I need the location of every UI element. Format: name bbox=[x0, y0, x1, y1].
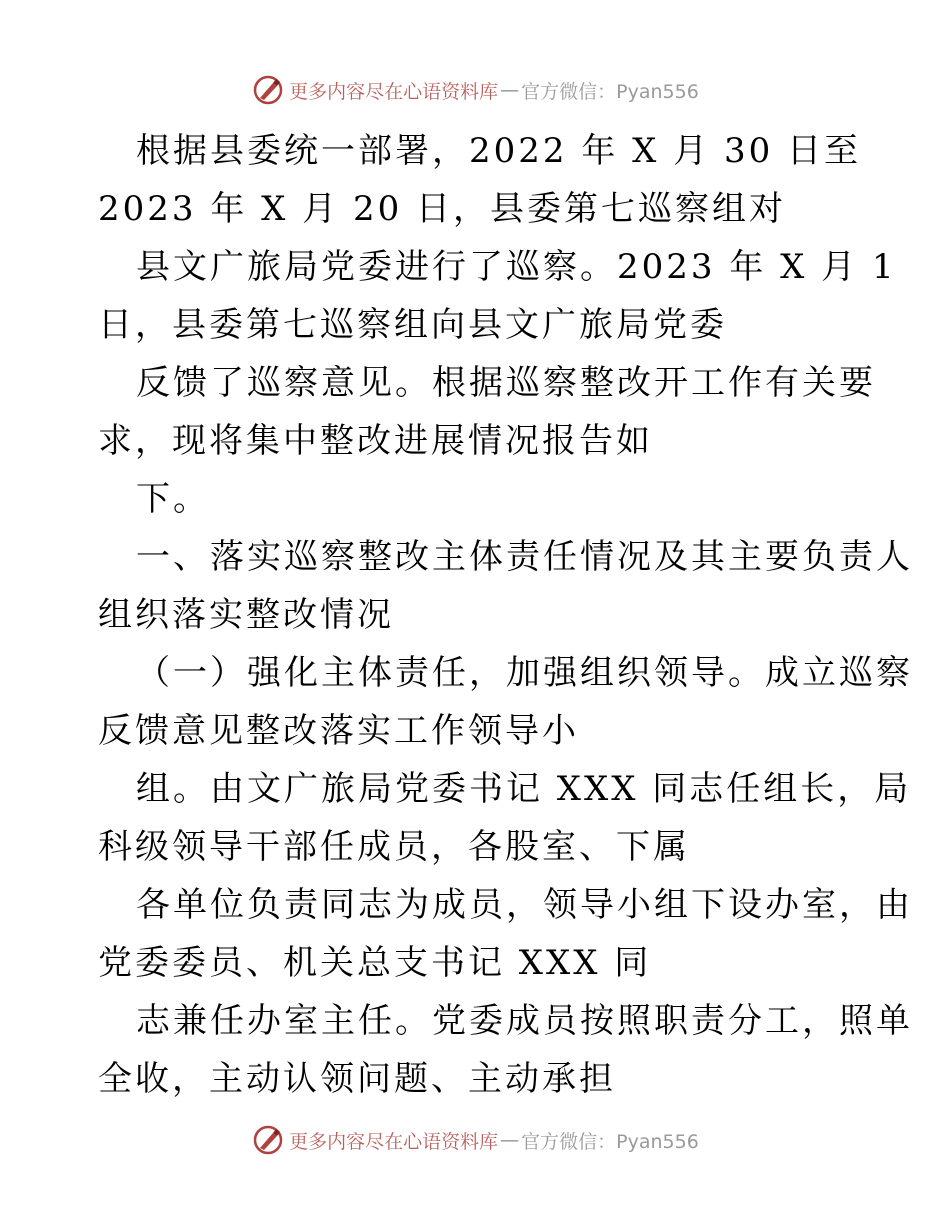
body-line: 县文广旅局党委进行了巡察。2023 年 X 月 1 bbox=[136, 247, 897, 287]
watermark-wechat: 官方微信：Pyan556 bbox=[521, 1130, 699, 1153]
body-line: 志兼任办室主任。党委成员按照职责分工，照单 bbox=[136, 1001, 913, 1041]
body-line: 组。由文广旅局党委书记 XXX 同志任组长，局 bbox=[136, 769, 912, 809]
body-line: 科级领导干部任成员，各股室、下属 bbox=[98, 827, 690, 867]
watermark-text: 更多内容尽在心语资料库 bbox=[289, 80, 499, 103]
body-line: 下。 bbox=[136, 479, 210, 519]
body-line: 全收，主动认领问题、主动承担 bbox=[98, 1059, 616, 1099]
body-line: 党委委员、机关总支书记 XXX 同 bbox=[98, 943, 652, 983]
body-line: 根据县委统一部署，2022 年 X 月 30 日至 bbox=[136, 131, 862, 171]
document-body bbox=[98, 122, 913, 1108]
body-line: 日，县委第七巡察组向县文广旅局党委 bbox=[98, 305, 727, 345]
body-line: （一）强化主体责任，加强组织领导。成立巡察 bbox=[136, 653, 913, 693]
watermark-bottom bbox=[0, 1120, 950, 1160]
section-heading-cont: 组织落实整改情况 bbox=[98, 595, 394, 635]
watermark-text: 更多内容尽在心语资料库 bbox=[289, 1130, 499, 1153]
body-line: 反馈意见整改落实工作领导小 bbox=[98, 711, 579, 751]
body-line: 各单位负责同志为成员，领导小组下设办室，由 bbox=[136, 885, 913, 925]
pen-circle-logo-icon bbox=[251, 73, 285, 107]
watermark-separator: — bbox=[500, 79, 520, 101]
body-line: 2023 年 X 月 20 日，县委第七巡察组对 bbox=[98, 189, 787, 229]
body-line: 求，现将集中整改进展情况报告如 bbox=[98, 421, 653, 461]
watermark-top bbox=[0, 70, 950, 110]
pen-circle-logo-icon bbox=[251, 1123, 285, 1157]
section-heading: 一、落实巡察整改主体责任情况及其主要负责人 bbox=[136, 537, 913, 577]
body-line: 反馈了巡察意见。根据巡察整改开工作有关要 bbox=[136, 363, 876, 403]
watermark-separator: — bbox=[500, 1129, 520, 1151]
watermark-wechat: 官方微信：Pyan556 bbox=[521, 80, 699, 103]
